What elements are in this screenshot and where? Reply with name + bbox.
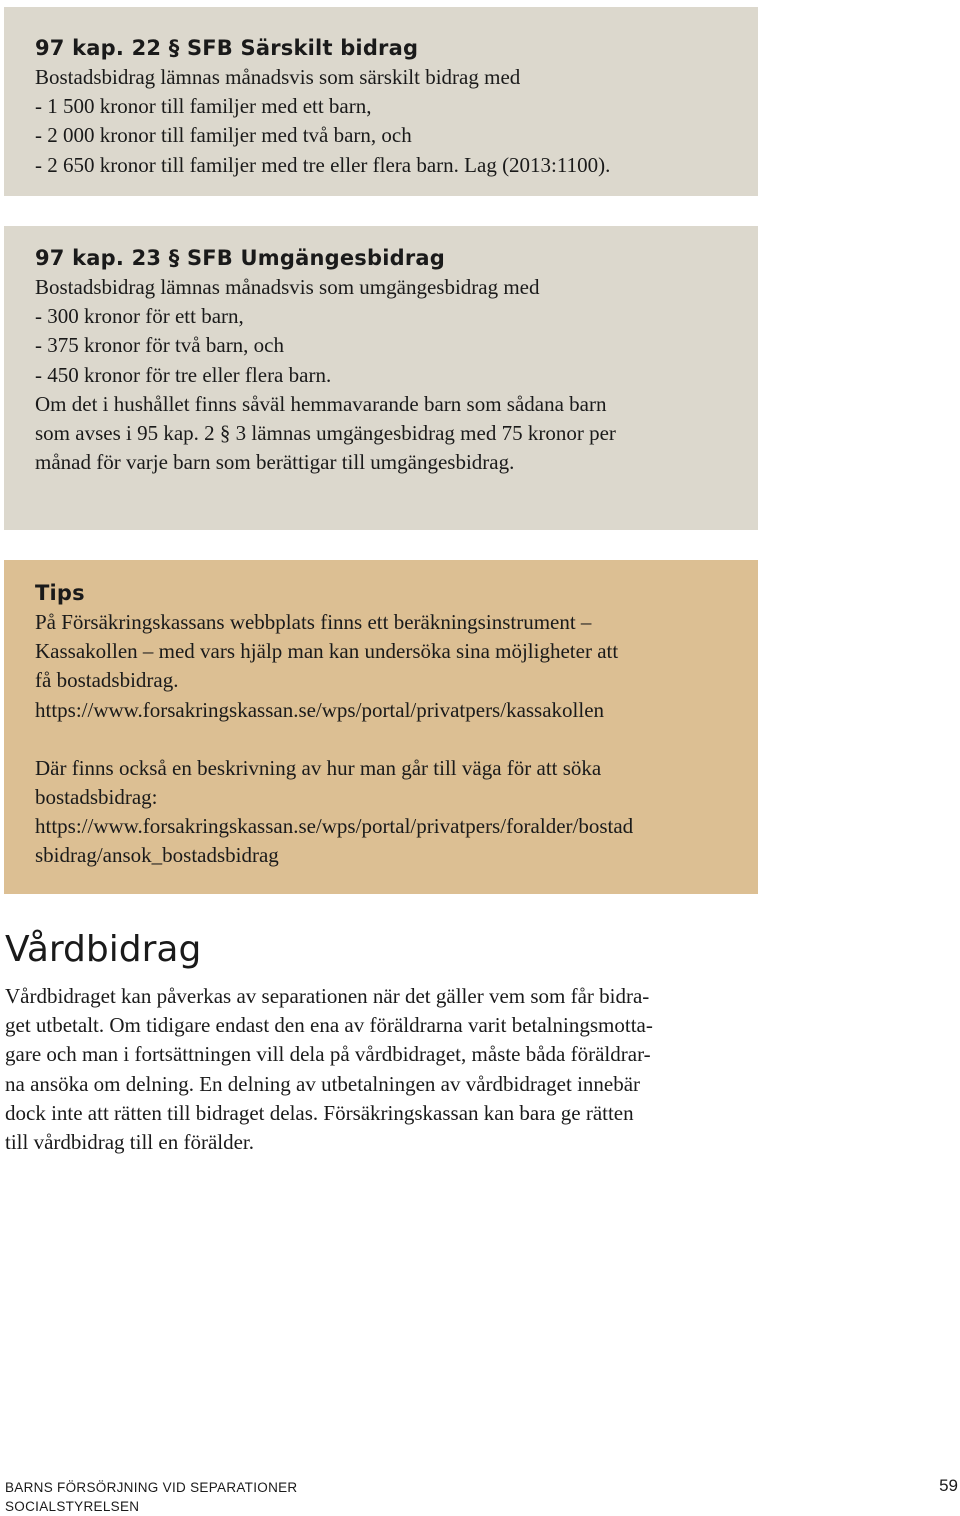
body-line: Vårdbidraget kan påverkas av separationen när det gäller vem som får bidra- [5, 984, 650, 1008]
law-box-line: - 375 kronor för två barn, och [35, 333, 285, 358]
law-box-sarskilt-bidrag [4, 7, 758, 196]
law-box-line: Bostadsbidrag lämnas månadsvis som särskilt bidrag med [35, 65, 521, 89]
law-box-line: Om det i hushållet finns såväl hemmavarande barn som sådana barn [35, 391, 607, 416]
tips-line: Där finns också en beskrivning av hur man går till väga för att söka [35, 755, 602, 780]
law-box-line: som avses i 95 kap. 2 § 3 lämnas umgängesbidrag med 75 kronor per [35, 421, 616, 446]
law-box-title: 97 kap. 23 § SFB Umgängesbidrag [35, 246, 446, 270]
law-box-title: 97 kap. 22 § SFB Särskilt bidrag [35, 36, 419, 60]
tips-title: Tips [35, 581, 85, 605]
body-line: dock inte att rätten till bidraget delas. Försäkringskassan kan bara ge rätten [5, 1100, 634, 1125]
tips-line: Kassakollen – med vars hjälp man kan undersöka sina möjligheter att [35, 639, 619, 664]
law-box-line: - 300 kronor för ett barn, [35, 304, 244, 329]
page-footer [5, 1478, 298, 1516]
law-box-line: Bostadsbidrag lämnas månadsvis som umgängesbidrag med [35, 275, 540, 299]
law-box-umgangesbidrag [4, 226, 758, 530]
tips-line: På Försäkringskassans webbplats finns ett beräkningsinstrument – [35, 610, 592, 634]
tips-box [4, 560, 758, 894]
section-heading: Vårdbidrag [5, 929, 202, 970]
tips-link-kassakollen[interactable]: https://www.forsakringskassan.se/wps/portal/privatpers/kassakollen [35, 697, 605, 722]
law-box-line: - 450 kronor för tre eller flera barn. [35, 362, 332, 387]
body-line: get utbetalt. Om tidigare endast den ena av föräldrarna varit betalningsmotta- [5, 1013, 653, 1038]
body-line: na ansöka om delning. En delning av utbetalningen av vårdbidraget innebär [5, 1071, 641, 1096]
law-box-line: - 2 000 kronor till familjer med två barn, och [35, 123, 412, 148]
tips-line: bostadsbidrag: [35, 785, 158, 810]
tips-link-ansok-cont[interactable]: sbidrag/ansok_bostadsbidrag [35, 843, 279, 868]
body-line: till vårdbidrag till en förälder. [5, 1130, 255, 1155]
footer-publisher: SOCIALSTYRELSEN [5, 1499, 140, 1514]
page-number: 59 [939, 1476, 958, 1495]
tips-link-ansok[interactable]: https://www.forsakringskassan.se/wps/portal/privatpers/foralder/bostad [35, 814, 634, 839]
law-box-line: - 1 500 kronor till familjer med ett barn, [35, 94, 372, 119]
footer-publication-title: BARNS FÖRSÖRJNING VID SEPARATIONER [5, 1480, 298, 1495]
section-body [5, 982, 653, 1157]
law-box-line: - 2 650 kronor till familjer med tre eller flera barn. Lag (2013:1100). [35, 152, 611, 177]
tips-line: få bostadsbidrag. [35, 668, 179, 693]
law-box-line: månad för varje barn som berättigar till umgängesbidrag. [35, 450, 515, 475]
body-line: gare och man i fortsättningen vill dela på vårdbidraget, måste båda föräldrar- [5, 1042, 651, 1067]
